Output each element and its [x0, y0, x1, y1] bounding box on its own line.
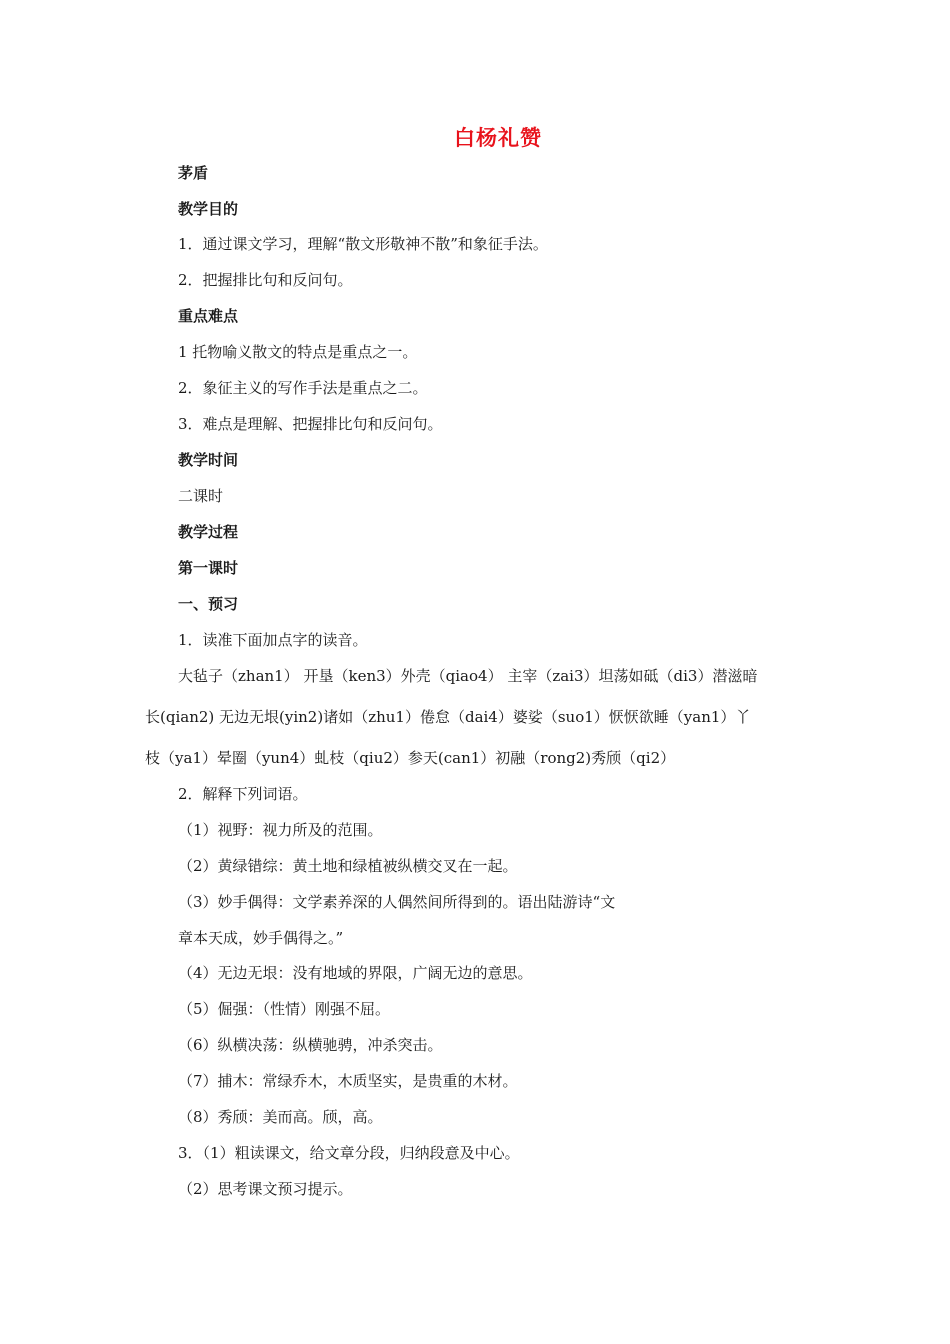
text-line: （4）无边无垠：没有地域的界限，广阔无边的意思。 [178, 964, 533, 982]
section-heading-teaching-goals: 教学目的 [178, 200, 239, 218]
text-line: 1 托物喻义散文的特点是重点之一。 [178, 343, 418, 361]
text-line: 1．读准下面加点字的读音。 [178, 631, 368, 649]
author-line: 茅盾 [178, 164, 209, 182]
text-line: （1）视野：视力所及的范围。 [178, 821, 383, 839]
text-line: （3）妙手偶得：文学素养深的人偶然间所得到的。语出陆游诗“文 [178, 893, 616, 911]
text-line: （2）思考课文预习提示。 [178, 1180, 353, 1198]
text-line: 3．难点是理解、把握排比句和反问句。 [178, 415, 443, 433]
text-line: 2．象征主义的写作手法是重点之二。 [178, 379, 428, 397]
text-line: 1．通过课文学习，理解“散文形敬神不散”和象征手法。 [178, 235, 548, 253]
text-line: （7）捕木：常绿乔木，木质坚实，是贵重的木材。 [178, 1072, 518, 1090]
text-line: （5）倔强：（性情）刚强不屈。 [178, 1000, 391, 1018]
text-line: （2）黄绿错综：黄土地和绿植被纵横交叉在一起。 [178, 857, 518, 875]
section-heading-first-lesson: 第一课时 [178, 559, 239, 577]
text-line: 章本天成，妙手偶得之。” [178, 929, 344, 947]
text-line: （8）秀颀：美而高。颀，高。 [178, 1108, 383, 1126]
text-line: （6）纵横决荡：纵横驰骋，冲杀突击。 [178, 1036, 443, 1054]
text-line: 2．解释下列词语。 [178, 785, 308, 803]
text-line: 大毡子（zhan1） 开垦（ken3）外壳（qiao4） 主宰（zai3）坦荡如砥（di3）潜滋暗 [178, 667, 758, 685]
text-line: 枝（ya1）晕圈（yun4）虬枝（qiu2）参天(can1）初融（rong2)秀颀（qi2） [145, 749, 676, 767]
section-heading-teaching-time: 教学时间 [178, 451, 239, 469]
text-line: 二课时 [178, 487, 224, 505]
section-heading-teaching-process: 教学过程 [178, 523, 239, 541]
document-title: 白杨礼赞 [454, 126, 542, 150]
text-line: 2．把握排比句和反问句。 [178, 271, 353, 289]
text-line: 长(qian2) 无边无垠(yin2)诸如（zhu1）倦怠（dai4）婆娑（suo1）恹恹欲睡（yan1）丫 [145, 708, 751, 726]
section-heading-preview: 一、预习 [178, 595, 239, 613]
section-heading-key-points: 重点难点 [178, 307, 239, 325]
text-line: 3．（1）粗读课文，给文章分段，归纳段意及中心。 [178, 1144, 520, 1162]
